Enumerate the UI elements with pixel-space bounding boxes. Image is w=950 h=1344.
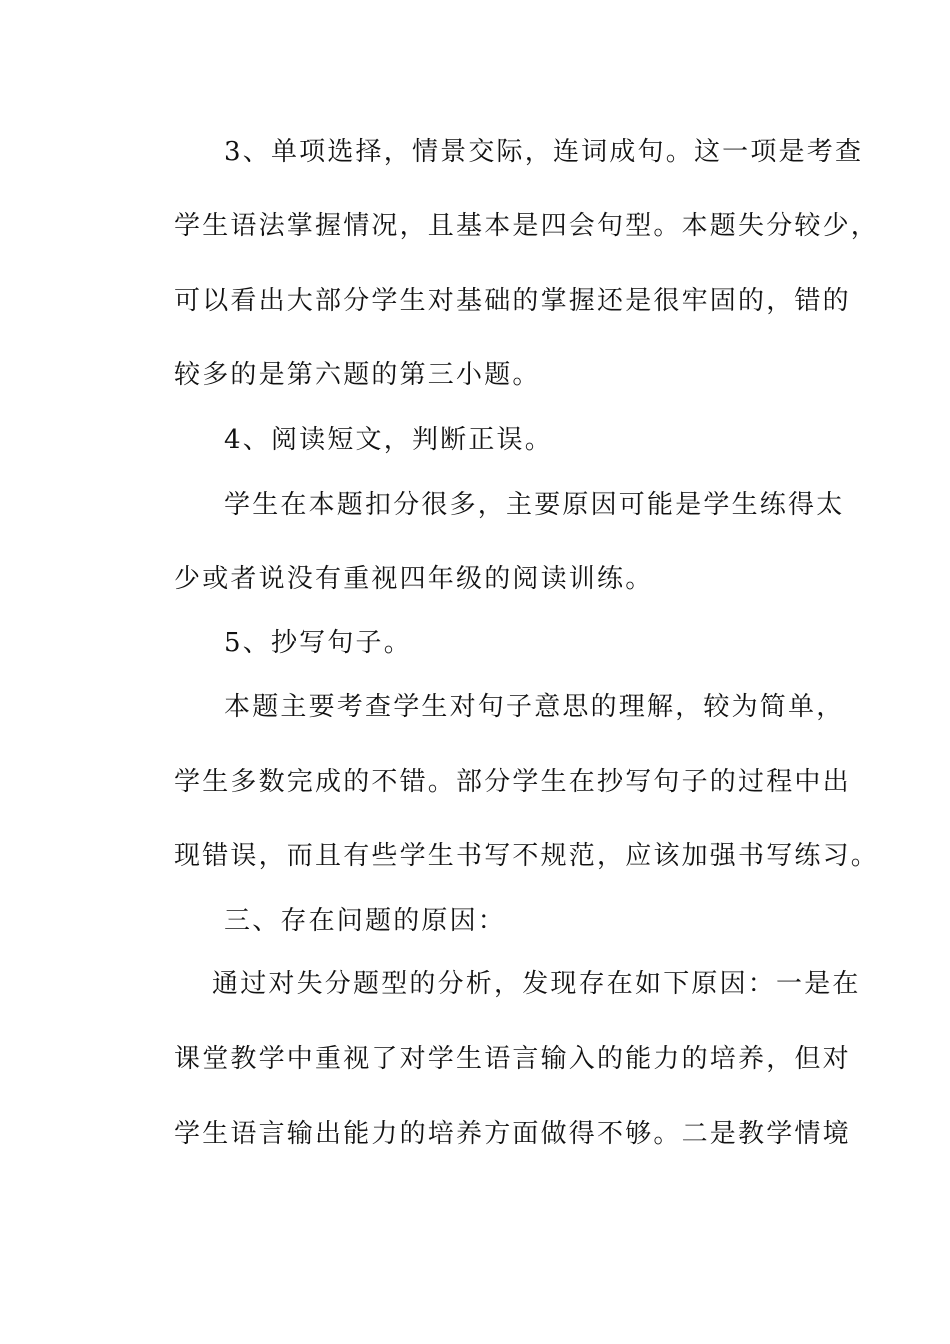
paragraph-line: 较多的是第六题的第三小题。 xyxy=(174,360,541,390)
paragraph-line: 学生在本题扣分很多，主要原因可能是学生练得太 xyxy=(224,490,845,520)
paragraph-line: 学生语法掌握情况，且基本是四会句型。本题失分较少， xyxy=(174,211,880,241)
section-heading: 4、阅读短文，判断正误。 xyxy=(224,425,553,455)
paragraph-line: 课堂教学中重视了对学生语言输入的能力的培养，但对 xyxy=(174,1044,851,1074)
paragraph-line: 可以看出大部分学生对基础的掌握还是很牢固的，错的 xyxy=(174,286,851,316)
section-heading: 5、抄写句子。 xyxy=(224,628,412,658)
section-heading: 三、存在问题的原因： xyxy=(224,906,507,936)
paragraph-line: 3、单项选择，情景交际，连词成句。这一项是考查 xyxy=(224,137,864,167)
paragraph-line: 本题主要考查学生对句子意思的理解，较为简单， xyxy=(224,692,845,722)
paragraph-line: 学生语言输出能力的培养方面做得不够。二是教学情境 xyxy=(174,1119,851,1149)
paragraph-line: 通过对失分题型的分析，发现存在如下原因：一是在 xyxy=(212,969,861,999)
paragraph-line: 学生多数完成的不错。部分学生在抄写句子的过程中出 xyxy=(174,767,851,797)
paragraph-line: 现错误，而且有些学生书写不规范，应该加强书写练习。 xyxy=(174,841,880,871)
paragraph-line: 少或者说没有重视四年级的阅读训练。 xyxy=(174,564,654,594)
